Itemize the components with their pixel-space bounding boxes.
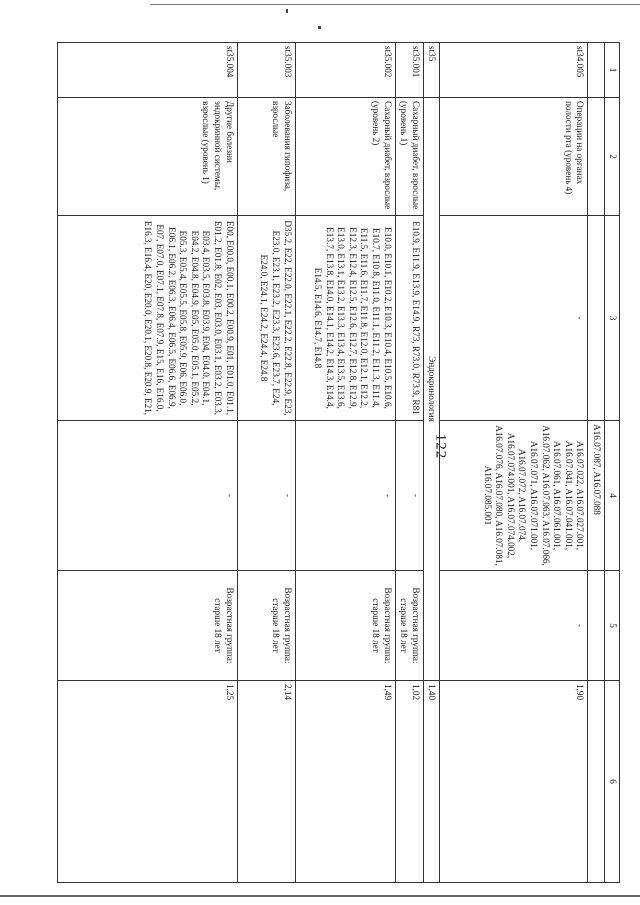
section-coefficient: 1,40 — [423, 681, 440, 883]
header-cell-5: 5 — [605, 571, 620, 681]
header-cell-2: 2 — [605, 98, 620, 216]
row-name: Заболевания гипофиза, взрослые — [237, 98, 295, 216]
table-row — [237, 43, 295, 883]
row-criteria: - — [440, 571, 588, 681]
bottom-scan-line — [0, 895, 640, 897]
row-code: st34.005 — [440, 43, 588, 98]
row-code: st35.002 — [295, 43, 395, 98]
row-services: - — [58, 421, 238, 571]
row-services: A16.07.022, A16.07.027.001, A16.07.041, A16.07.041.001, A16.07.061, A16.07.061.001, A16.07.062, A16.07.063, A16.07.066, A16.07.071, A16.07.071.001, A16.07.072, A16.07.074, A16.07.074.001, A16.07.074.002, A16.07.076, A16.07.080, A16.07.081, A16.07.085.001 — [440, 421, 588, 571]
row-diagnoses: D35.2, E22, E22.0, E22.1, E22.2, E22.8, E22.9, E23, E23.0, E23.1, E23.2, E23.3, E23.6, E23.7, E24, E24.0, E24.1, E24.2, E24.4, E24.8 — [237, 216, 295, 421]
row-criteria: Возрастная группа: старше 18 лет — [58, 571, 238, 681]
table-row — [58, 43, 238, 883]
scan-speck — [286, 9, 288, 13]
row-services: - — [395, 421, 423, 571]
table-landscape — [57, 42, 620, 882]
row-code: st35.004 — [58, 43, 238, 98]
row-code: st35.001 — [395, 43, 423, 98]
section-row — [423, 43, 440, 883]
page-number: 122 — [432, 433, 449, 460]
header-cell-6: 6 — [605, 681, 620, 883]
table-row — [295, 43, 395, 883]
header-cell-3: 3 — [605, 216, 620, 421]
table-row — [395, 43, 423, 883]
row-diagnoses: E00, E00.0, E00.1, E00.2, E00.9, E01, E01.0, E01.1, E01.2, E01.8, E02, E03, E03.0, E03.1, E03.2, E03.3, E03.4, E03.5, E03.8, E03.9, E04, E04.0, E04.1, E04.2, E04.8, E04.9, E05, E05.0, E05.1, E05.2, E05.3, E05.4, E05.5, E05.8, E05.9, E06, E06.0, E06.1, E06.2, E06.3, E06.4, E06.5, E06.6, E06.9, E07, E07.0, E07.1, E07.8, E07.9, E15, E16, E16.0, E16.3, E16.4, E20, E20.0, E20.1, E20.8, E20.9, E21, — [58, 216, 238, 421]
row-coefficient: 1,25 — [58, 681, 238, 883]
section-title: Эндокринология — [423, 98, 440, 681]
table-row — [588, 43, 605, 883]
row-name: Сахарный диабет, взрослые (уровень 1) — [395, 98, 423, 216]
row-code: st35.003 — [237, 43, 295, 98]
row-name: Сахарный диабет, взрослые (уровень 2) — [295, 98, 395, 216]
row-criteria: Возрастная группа: старше 18 лет — [395, 571, 423, 681]
row-diagnoses: E10.0, E10.1, E10.2, E10.3, E10.4, E10.5, E10.6, E10.7, E10.8, E11.0, E11.1, E11.2, E11.3, E11.4, E11.5, E11.6, E11.7, E11.8, E12.0, E12.1, E12.2, E12.3, E12.4, E12.5, E12.6, E12.7, E12.8, E12.9, E13.0, E13.1, E13.2, E13.3, E13.4, E13.5, E13.6, E13.7, E13.8, E14.0, E14.1, E14.2, E14.3, E14.4, E14.5, E14.6, E14.7, E14.8 — [295, 216, 395, 421]
row-services: - — [237, 421, 295, 571]
row-diagnoses: - — [440, 216, 588, 421]
top-scan-line — [150, 4, 640, 5]
scan-speck — [318, 26, 321, 29]
row-coefficient: 1,49 — [295, 681, 395, 883]
header-row — [605, 43, 620, 883]
row-criteria: Возрастная группа: старше 18 лет — [237, 571, 295, 681]
header-cell-1: 1 — [605, 43, 620, 98]
row-coefficient: 1,90 — [440, 681, 588, 883]
row-name: Другие болезни эндокринной системы, взрослые (уровень 1) — [58, 98, 238, 216]
row-coefficient: 1,02 — [395, 681, 423, 883]
table-row — [440, 43, 588, 883]
services-continuation: A16.07.087, A16.07.088 — [588, 421, 605, 571]
row-services: - — [295, 421, 395, 571]
row-coefficient: 2,14 — [237, 681, 295, 883]
header-cell-4: 4 — [605, 421, 620, 571]
row-criteria: Возрастная группа: старше 18 лет — [295, 571, 395, 681]
tariff-table — [57, 42, 620, 883]
row-name: Операции на органах полости рта (уровень 4) — [440, 98, 588, 216]
row-diagnoses: E10.9, E11.9, E13.9, E14.9, R73, R73.0, R73.9, R81 — [395, 216, 423, 421]
section-code: st35 — [423, 43, 440, 98]
